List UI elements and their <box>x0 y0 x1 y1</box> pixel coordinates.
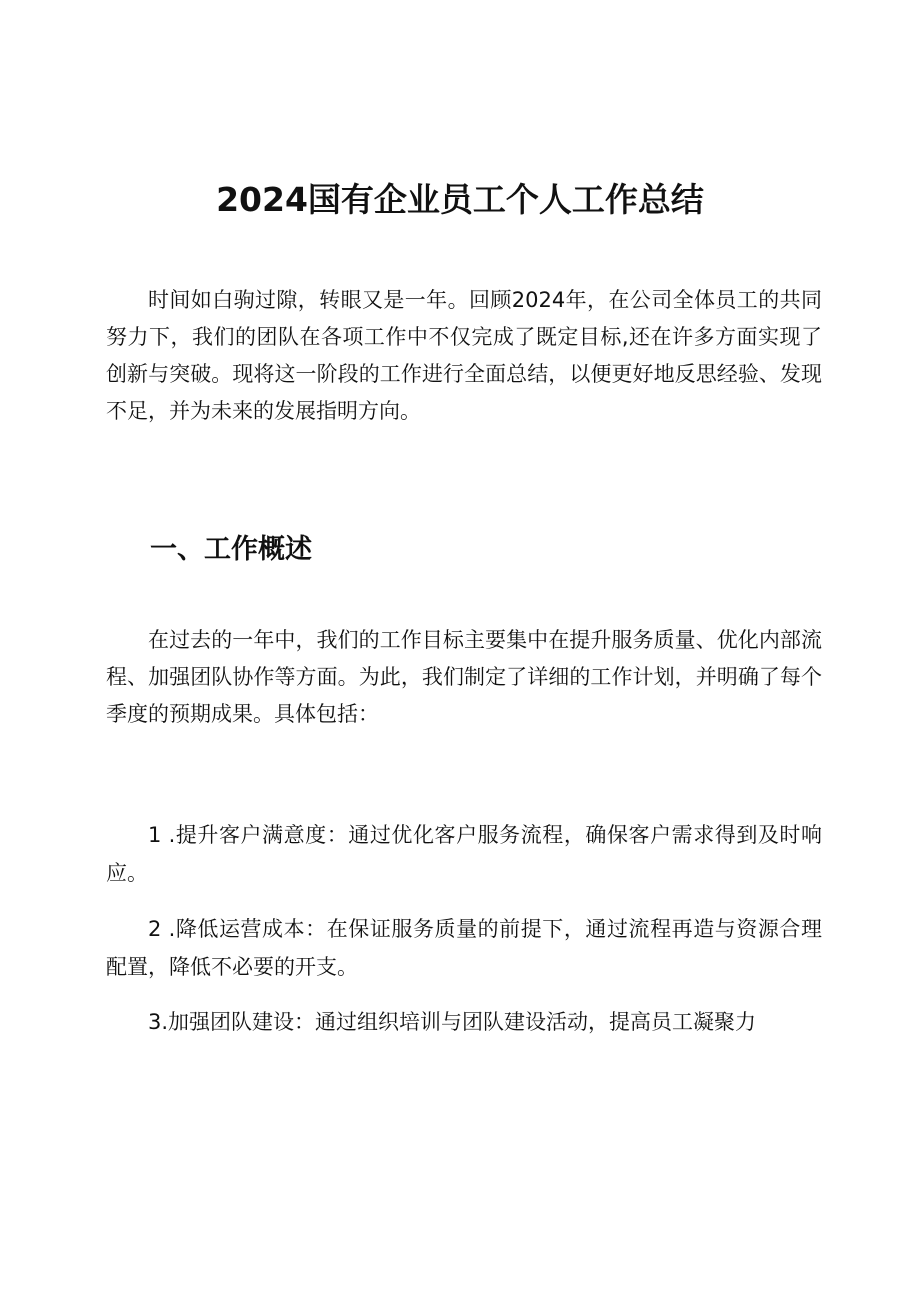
list-item: 2 .降低运营成本：在保证服务质量的前提下，通过流程再造与资源合理配置，降低不必要的开支。 <box>106 917 822 979</box>
list-item: 3.加强团队建设：通过组织培训与团队建设活动，提高员工凝聚力 <box>148 1010 757 1034</box>
intro-paragraph: 时间如白驹过隙，转眼又是一年。回顾2024年，在公司全体员工的共同努力下，我们的团队在各项工作中不仅完成了既定目标,还在许多方面实现了创新与突破。现将这一阶段的工作进行全面总结，以便更好地反思经验、发现不足，并为未来的发展指明方向。 <box>106 288 822 423</box>
document-title: 2024国有企业员工个人工作总结 <box>216 180 704 219</box>
section-paragraph: 在过去的一年中，我们的工作目标主要集中在提升服务质量、优化内部流程、加强团队协作等方面。为此，我们制定了详细的工作计划，并明确了每个季度的预期成果。具体包括： <box>106 628 822 726</box>
section-heading-work-overview: 一、工作概述 <box>150 534 312 565</box>
list-item: 1 .提升客户满意度：通过优化客户服务流程，确保客户需求得到及时响应。 <box>106 823 822 885</box>
